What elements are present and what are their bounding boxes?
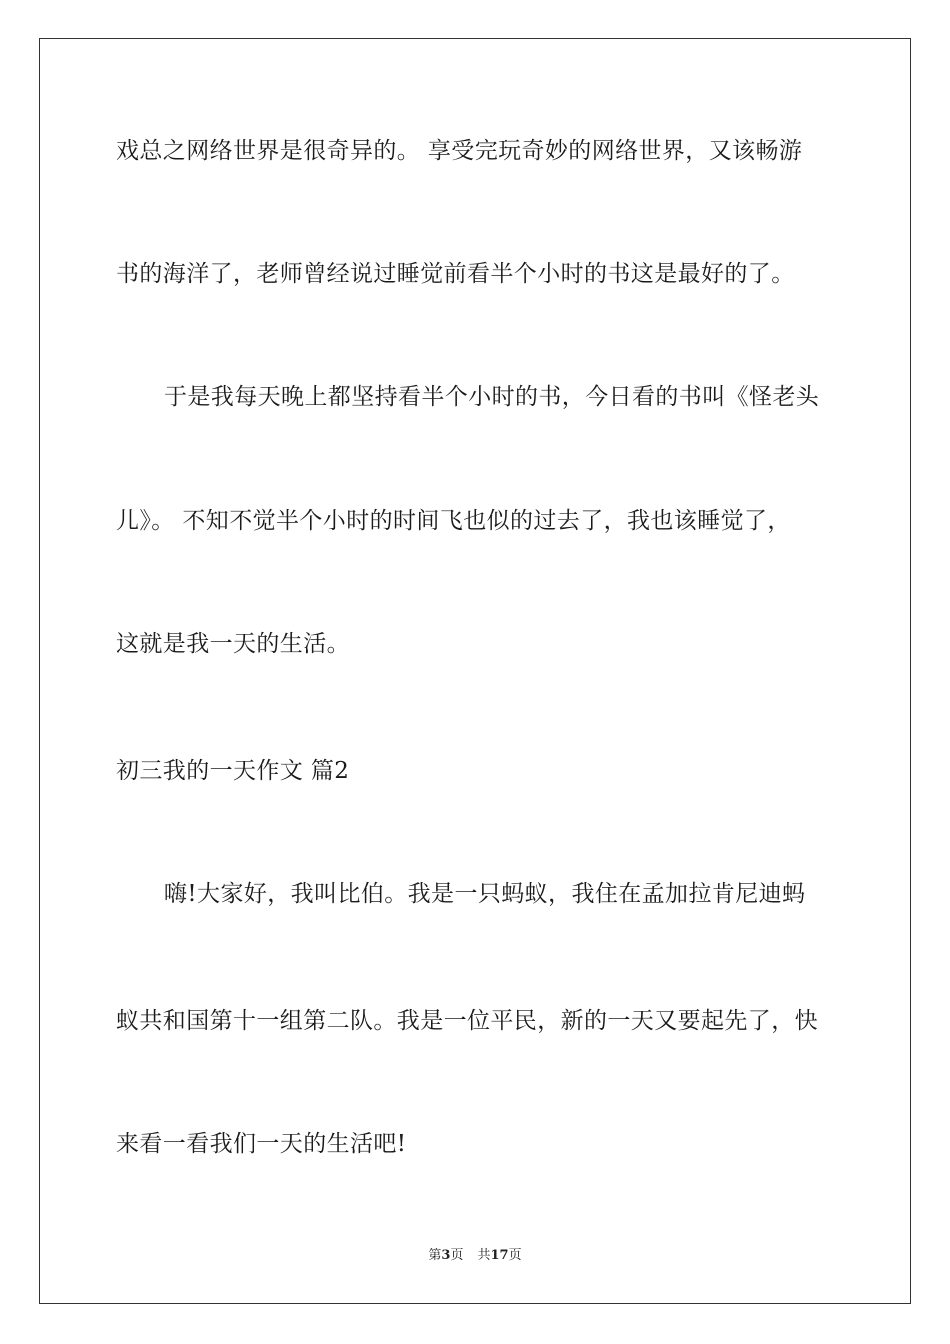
text-line-3: 于是我每天晚上都坚持看半个小时的书，今日看的书叫《怪老头 — [164, 384, 820, 410]
page-number: 3 — [441, 1248, 451, 1263]
text-line-7: 蚁共和国第十一组第二队。我是一位平民，新的一天又要起先了，快 — [116, 1008, 818, 1034]
text-line-5: 这就是我一天的生活。 — [116, 631, 350, 657]
text-line-6: 嗨!大家好，我叫比伯。我是一只蚂蚁，我住在孟加拉肯尼迪蚂 — [164, 881, 806, 907]
total-prefix: 共 — [477, 1248, 491, 1263]
text-line-2: 书的海洋了，老师曾经说过睡觉前看半个小时的书这是最好的了。 — [116, 261, 795, 287]
section-heading: 初三我的一天作文 篇2 — [116, 758, 350, 784]
text-line-4: 儿》。 不知不觉半个小时的时间飞也似的过去了，我也该睡觉了， — [116, 508, 791, 534]
page-suffix: 页 — [450, 1248, 464, 1263]
total-pages: 17 — [490, 1248, 509, 1263]
page-prefix: 第 — [428, 1248, 442, 1263]
text-line-8: 来看一看我们一天的生活吧! — [116, 1131, 407, 1157]
total-suffix: 页 — [508, 1248, 522, 1263]
page-footer — [0, 1247, 950, 1265]
text-line-1: 戏总之网络世界是很奇异的。 享受完玩奇妙的网络世界，又该畅游 — [116, 138, 803, 164]
page-border — [39, 38, 911, 1304]
